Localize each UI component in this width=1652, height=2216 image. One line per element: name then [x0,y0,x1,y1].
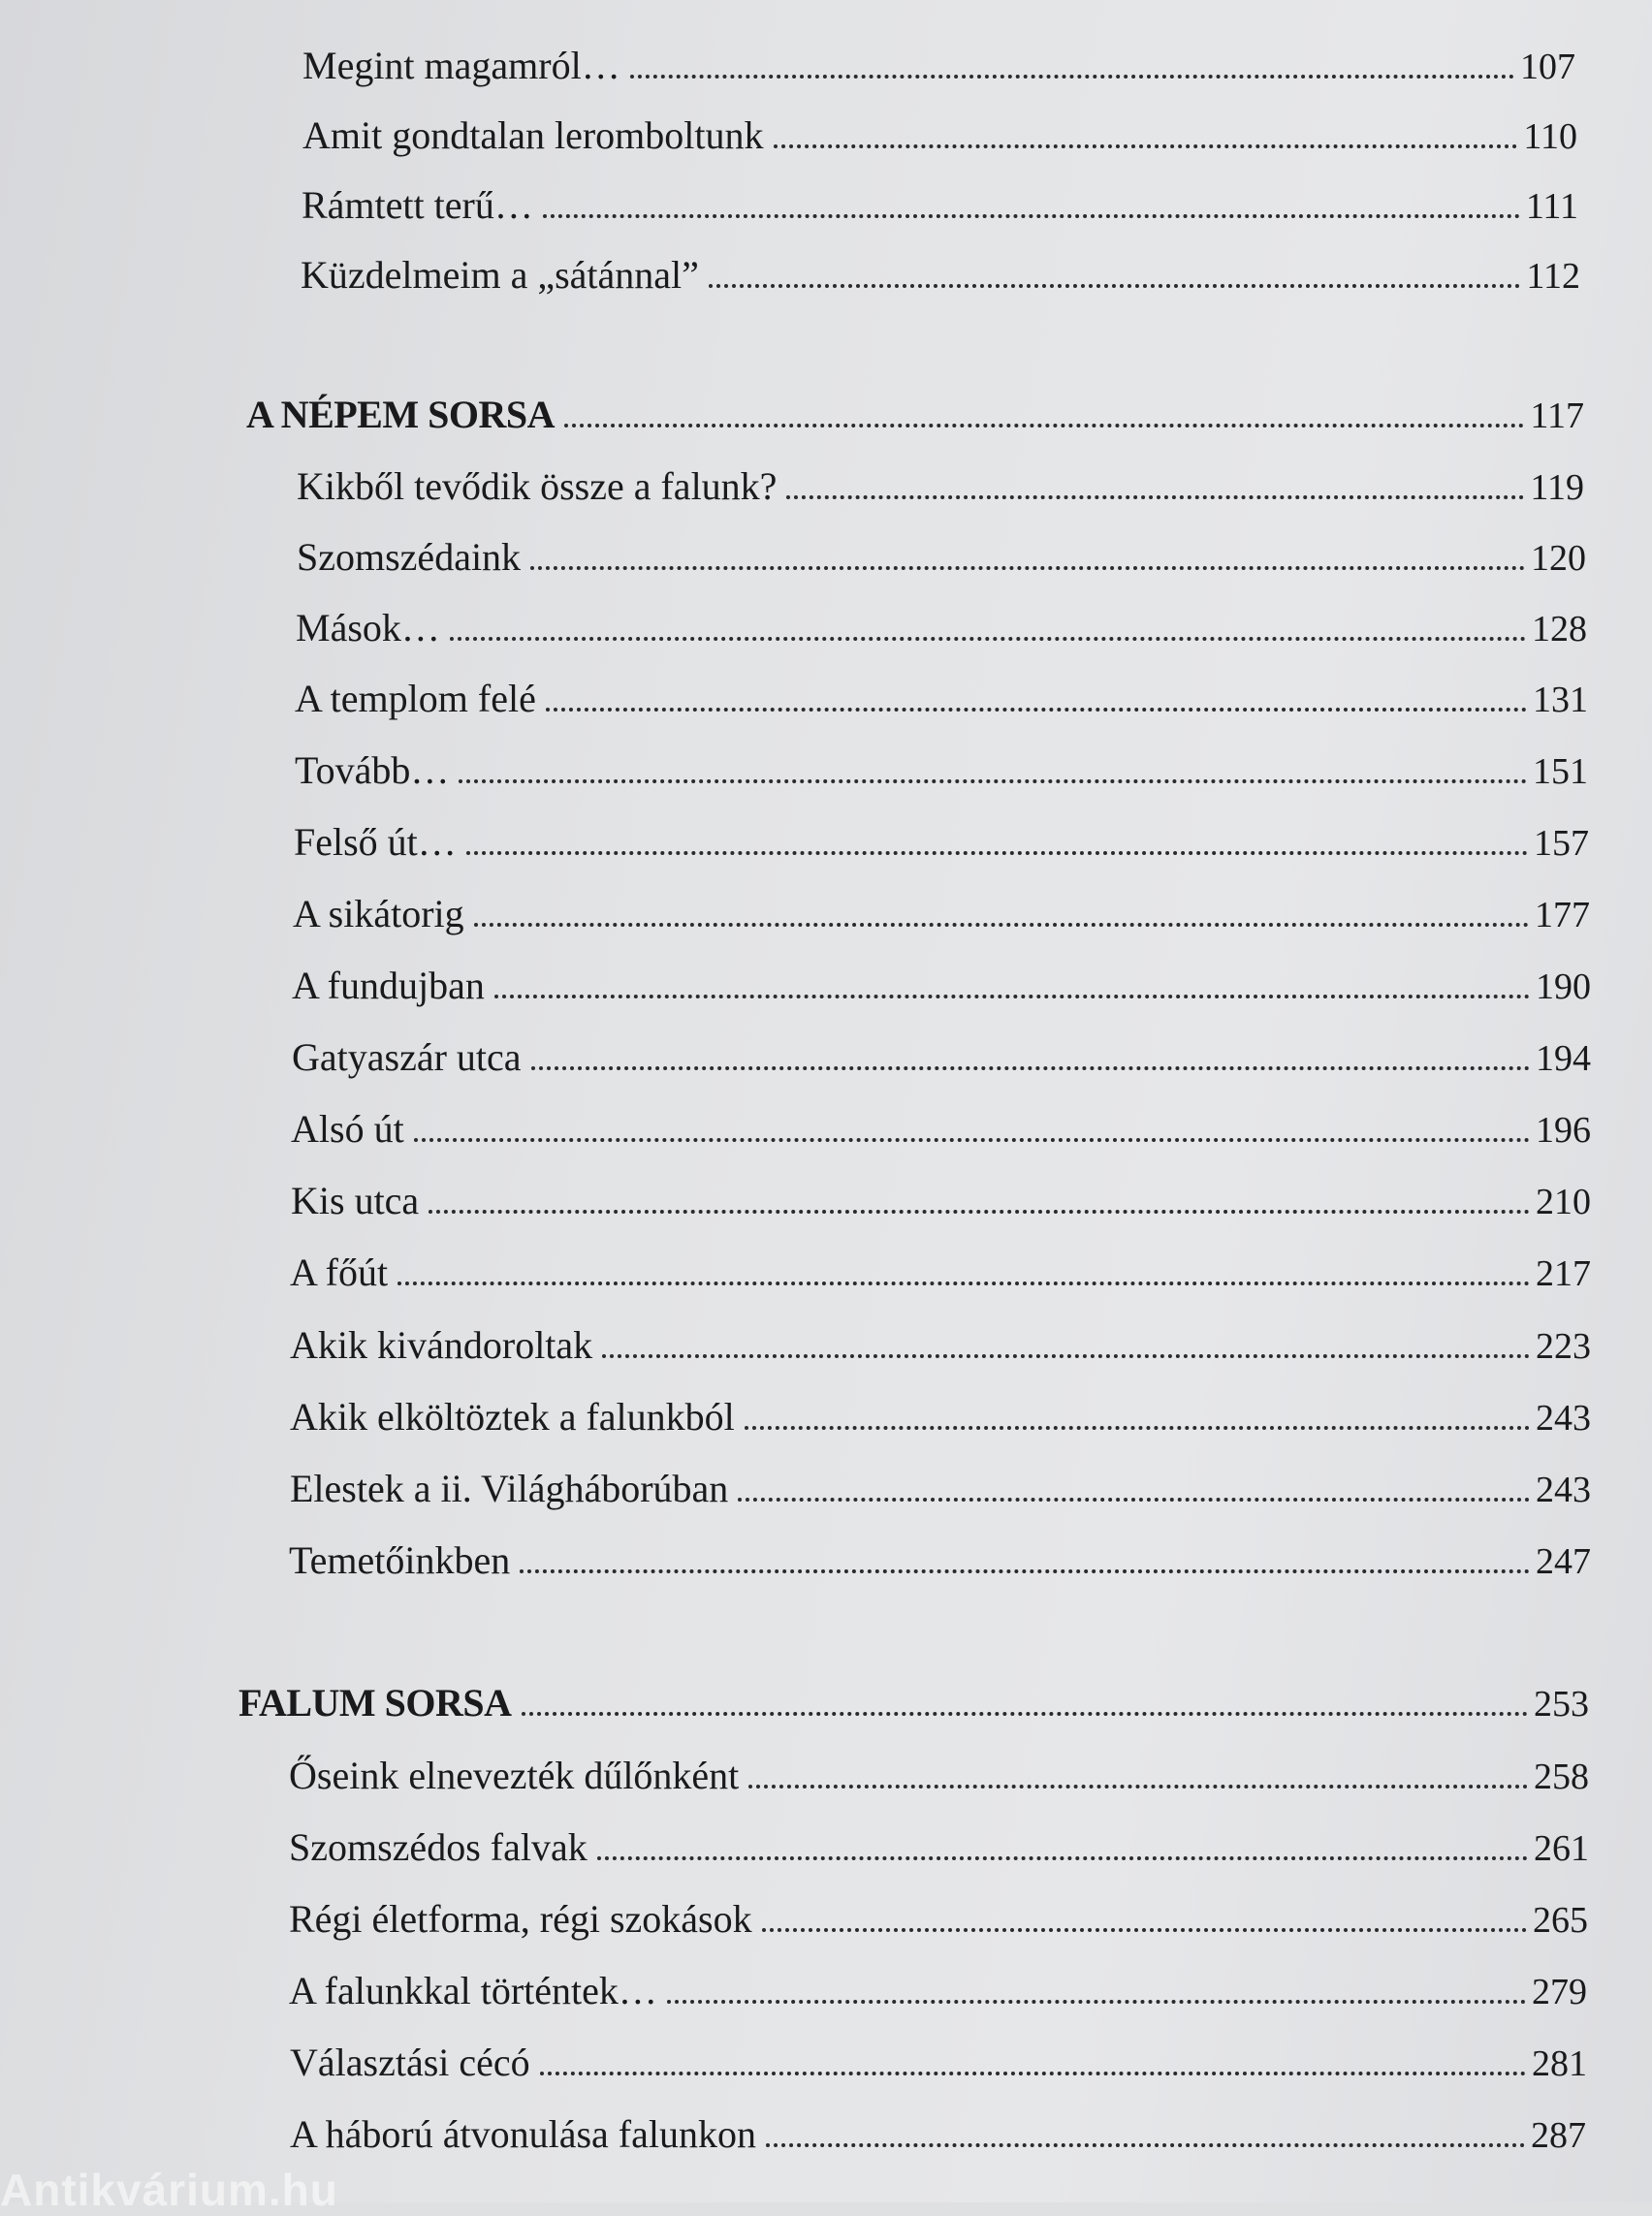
dot-leader [745,1426,1530,1430]
toc-entry-title: Gatyaszár utca [292,1035,522,1079]
dot-leader [494,995,1530,998]
toc-entry-title: A főút [290,1250,389,1294]
toc-entry [302,112,1577,160]
toc-entry-title: A templom felé [295,677,536,720]
toc-entry-page: 217 [1536,1253,1591,1294]
toc-entry [289,1896,1588,1944]
toc-entry-title: A fundujban [292,964,485,1007]
section-page: 253 [1534,1684,1589,1725]
toc-entry-title: Választási cécó [290,2041,530,2084]
toc-entry-title: Kikből tevődik össze a falunk? [297,464,778,508]
dot-leader [786,495,1524,499]
dot-leader [530,566,1525,570]
section-title: FALUM SORSA [238,1681,512,1725]
dot-leader [602,1354,1530,1358]
toc-section-heading [246,392,1584,439]
toc-entry [290,1250,1591,1297]
dot-leader [762,1928,1527,1932]
toc-entry-title: Temetőinkben [289,1538,511,1582]
dot-leader [429,1210,1530,1214]
dot-leader [564,424,1524,427]
toc-entry [297,463,1584,511]
toc-entry-title: Felső út… [294,820,457,864]
toc-entry-page: 210 [1536,1182,1591,1222]
dot-leader [531,1066,1530,1070]
toc-entry [294,819,1589,867]
dot-leader [597,1856,1528,1860]
toc-entry-title: Akik kivándoroltak [290,1323,593,1367]
toc-entry-page: 120 [1531,538,1586,579]
toc-entry-title: A háború átvonulása falunkon [290,2112,756,2156]
toc-entry [291,1106,1591,1154]
toc-entry-title: Szomszédaink [297,535,522,579]
toc-entry-page: 243 [1536,1398,1591,1439]
watermark: Antikvárium.hu [0,2165,338,2215]
toc-entry-title: Akik elköltöztek a falunkból [290,1395,735,1439]
toc-entry-title: Rámtett terű… [302,183,533,227]
toc-entry-page: 194 [1536,1038,1591,1079]
dot-leader [466,851,1528,855]
toc-entry-title: A sikátorig [293,892,464,935]
toc-entry-page: 287 [1531,2115,1586,2156]
toc-entry-title: Megint magamról… [302,44,620,87]
toc-entry [296,605,1587,652]
toc-entry-page: 265 [1533,1900,1588,1941]
dot-leader [709,284,1520,288]
toc-entry [289,1968,1587,2015]
toc-entry-page: 196 [1536,1110,1591,1151]
toc-entry-title: Amit gondtalan leromboltunk [302,113,764,157]
toc-entry-title: Küzdelmeim a „sátánnal” [301,253,699,297]
toc-entry-page: 279 [1532,1972,1587,2012]
dot-leader [766,2143,1525,2147]
toc-entry [302,43,1575,90]
dot-leader [748,1785,1528,1789]
toc-section-heading [238,1680,1589,1727]
toc-entry-page: 112 [1526,256,1580,297]
dot-leader [738,1498,1530,1502]
toc-entry-title: Régi életforma, régi szokások [289,1897,752,1941]
toc-entry-page: 151 [1533,751,1588,792]
toc-entry-page: 243 [1536,1470,1591,1510]
toc-entry-title: Tovább… [295,748,450,792]
dot-leader [546,708,1527,712]
toc-entry [290,1466,1591,1513]
toc-entry-page: 111 [1525,186,1578,227]
toc-entry [295,747,1588,795]
toc-entry-page: 110 [1523,116,1577,157]
toc-entry-page: 119 [1530,467,1584,508]
toc-entry [290,1322,1591,1370]
section-title: A NÉPEM SORSA [246,393,555,436]
section-page: 117 [1530,396,1584,436]
toc-entry [290,1394,1591,1441]
toc-entry-page: 223 [1536,1326,1591,1367]
toc-entry [289,1537,1591,1585]
dot-leader [450,637,1526,641]
dot-leader [630,75,1514,79]
toc-entry-page: 128 [1532,609,1587,649]
toc-entry-page: 157 [1534,823,1589,864]
toc-entry-page: 261 [1534,1828,1589,1869]
dot-leader [414,1138,1530,1142]
toc-entry [295,676,1588,723]
toc-entry [293,891,1590,938]
dot-leader [459,779,1527,783]
toc-entry-page: 131 [1533,680,1588,720]
toc-entry-title: Elestek a ii. Világháborúban [290,1467,729,1510]
toc-entry-title: A falunkkal történtek… [289,1969,657,2012]
toc-entry [297,534,1586,582]
toc-entry-page: 177 [1535,895,1590,935]
toc-entry [291,1178,1591,1225]
toc-entry-page: 107 [1520,47,1575,87]
toc-entry-title: Szomszédos falvak [289,1825,588,1869]
toc-entry-page: 258 [1534,1757,1589,1797]
toc-entry-page: 281 [1532,2043,1587,2084]
toc-entry [289,1824,1589,1872]
toc-entry [289,1753,1589,1800]
toc-entry [290,2111,1586,2159]
toc-entry [292,1034,1591,1082]
dot-leader [474,923,1529,927]
dot-leader [667,2000,1526,2004]
dot-leader [397,1282,1530,1285]
toc-entry-page: 247 [1536,1541,1591,1582]
dot-leader [520,1569,1530,1573]
dot-leader [540,2072,1526,2075]
toc-entry-title: Őseink elnevezték dűlőnként [289,1754,740,1797]
toc-entry-title: Kis utca [291,1179,420,1222]
toc-entry [302,182,1578,230]
toc-entry [301,252,1580,300]
toc-entry [292,963,1591,1010]
toc-entry [290,2040,1587,2087]
toc-entry-title: Mások… [296,606,440,649]
toc-entry-page: 190 [1536,966,1591,1007]
toc-entry-title: Alsó út [291,1107,404,1151]
dot-leader [543,214,1520,218]
dot-leader [774,144,1518,148]
dot-leader [522,1712,1528,1716]
